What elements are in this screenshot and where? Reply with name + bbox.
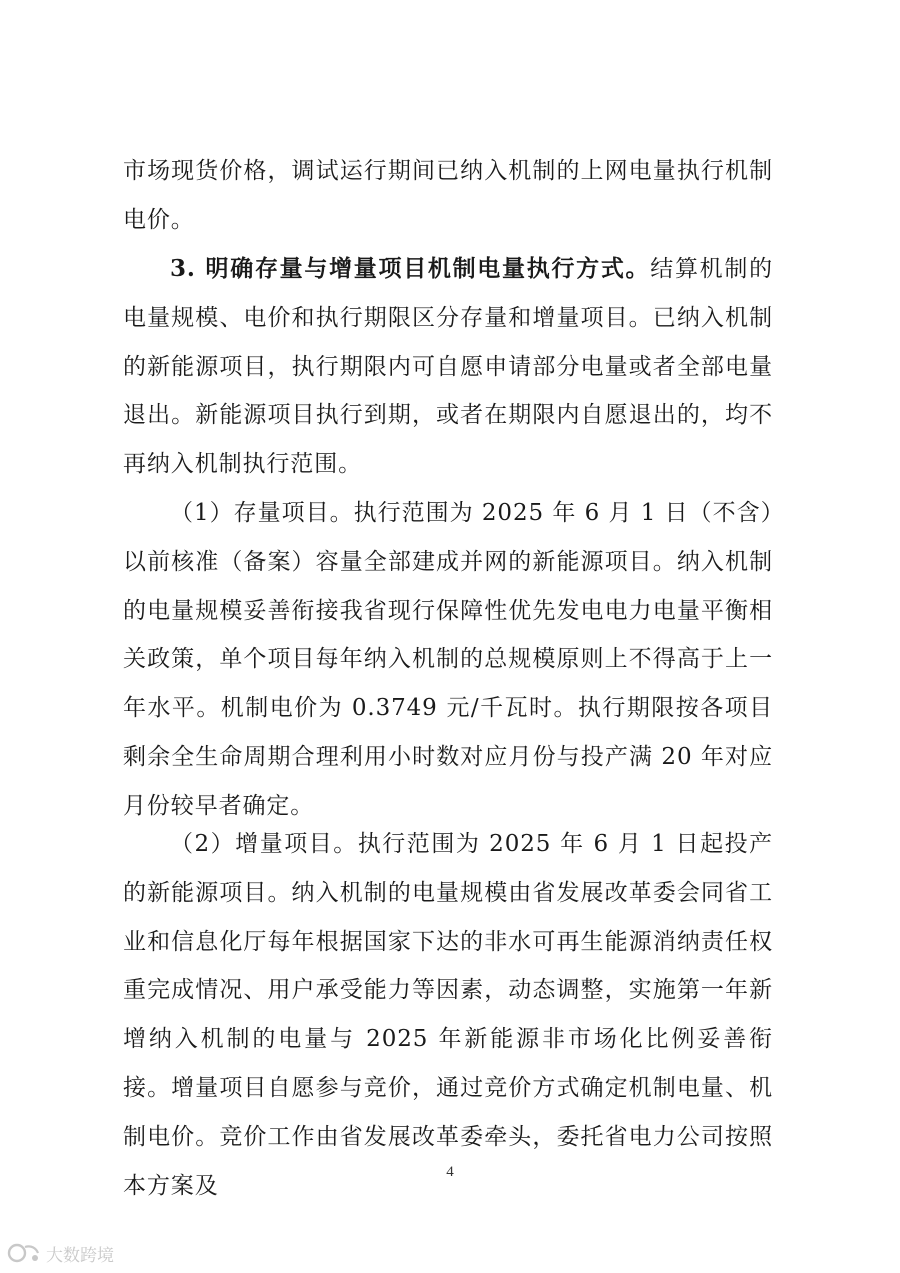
paragraph-continuation xyxy=(123,147,773,245)
paragraph-text: （2）增量项目。执行范围为 2025 年 6 月 1 日起投产的新能源项目。纳入机制的电量规模由省发展改革委会同省工业和信息化厅每年根据国家下达的非水可再生能源消纳责任权重完成情况、用户承受能力等因素，动态调整，实施第一年新增纳入机制的电量与 2025 年新能源非市场化比例妥善衔接。增量项目自愿参与竞价，通过竞价方式确定机制电量、机制电价。竞价工作由省发展改革委牵头，委托省电力公司按照本方案及 xyxy=(123,831,773,1199)
paragraph-text: 市场现货价格，调试运行期间已纳入机制的上网电量执行机制电价。 xyxy=(123,158,773,233)
paragraph-incremental-projects xyxy=(123,820,773,1210)
paragraph-existing-projects xyxy=(123,489,773,831)
brand-logo-icon xyxy=(6,1242,42,1264)
page-number: 4 xyxy=(446,1164,454,1180)
watermark xyxy=(6,1238,114,1268)
watermark-text: 大数跨境 xyxy=(46,1245,114,1266)
paragraph-text: （1）存量项目。执行范围为 2025 年 6 月 1 日（不含）以前核准（备案）容量全部建成并网的新能源项目。纳入机制的电量规模妥善衔接我省现行保障性优先发电电力电量平衡相关政策，单个项目每年纳入机制的总规模原则上不得高于上一年水平。机制电价为 0.3749 元/千瓦时。执行期限按各项目剩余全生命周期合理利用小时数对应月份与投产满 20 年对应月份较早者确定。 xyxy=(123,500,773,819)
section-heading: 3. 明确存量与增量项目机制电量执行方式。 xyxy=(170,255,651,282)
paragraph-section-3 xyxy=(123,245,773,489)
section-body: 结算机制的电量规模、电价和执行期限区分存量和增量项目。已纳入机制的新能源项目，执行期限内可自愿申请部分电量或者全部电量退出。新能源项目执行到期，或者在期限内自愿退出的，均不再纳入机制执行范围。 xyxy=(123,256,773,478)
